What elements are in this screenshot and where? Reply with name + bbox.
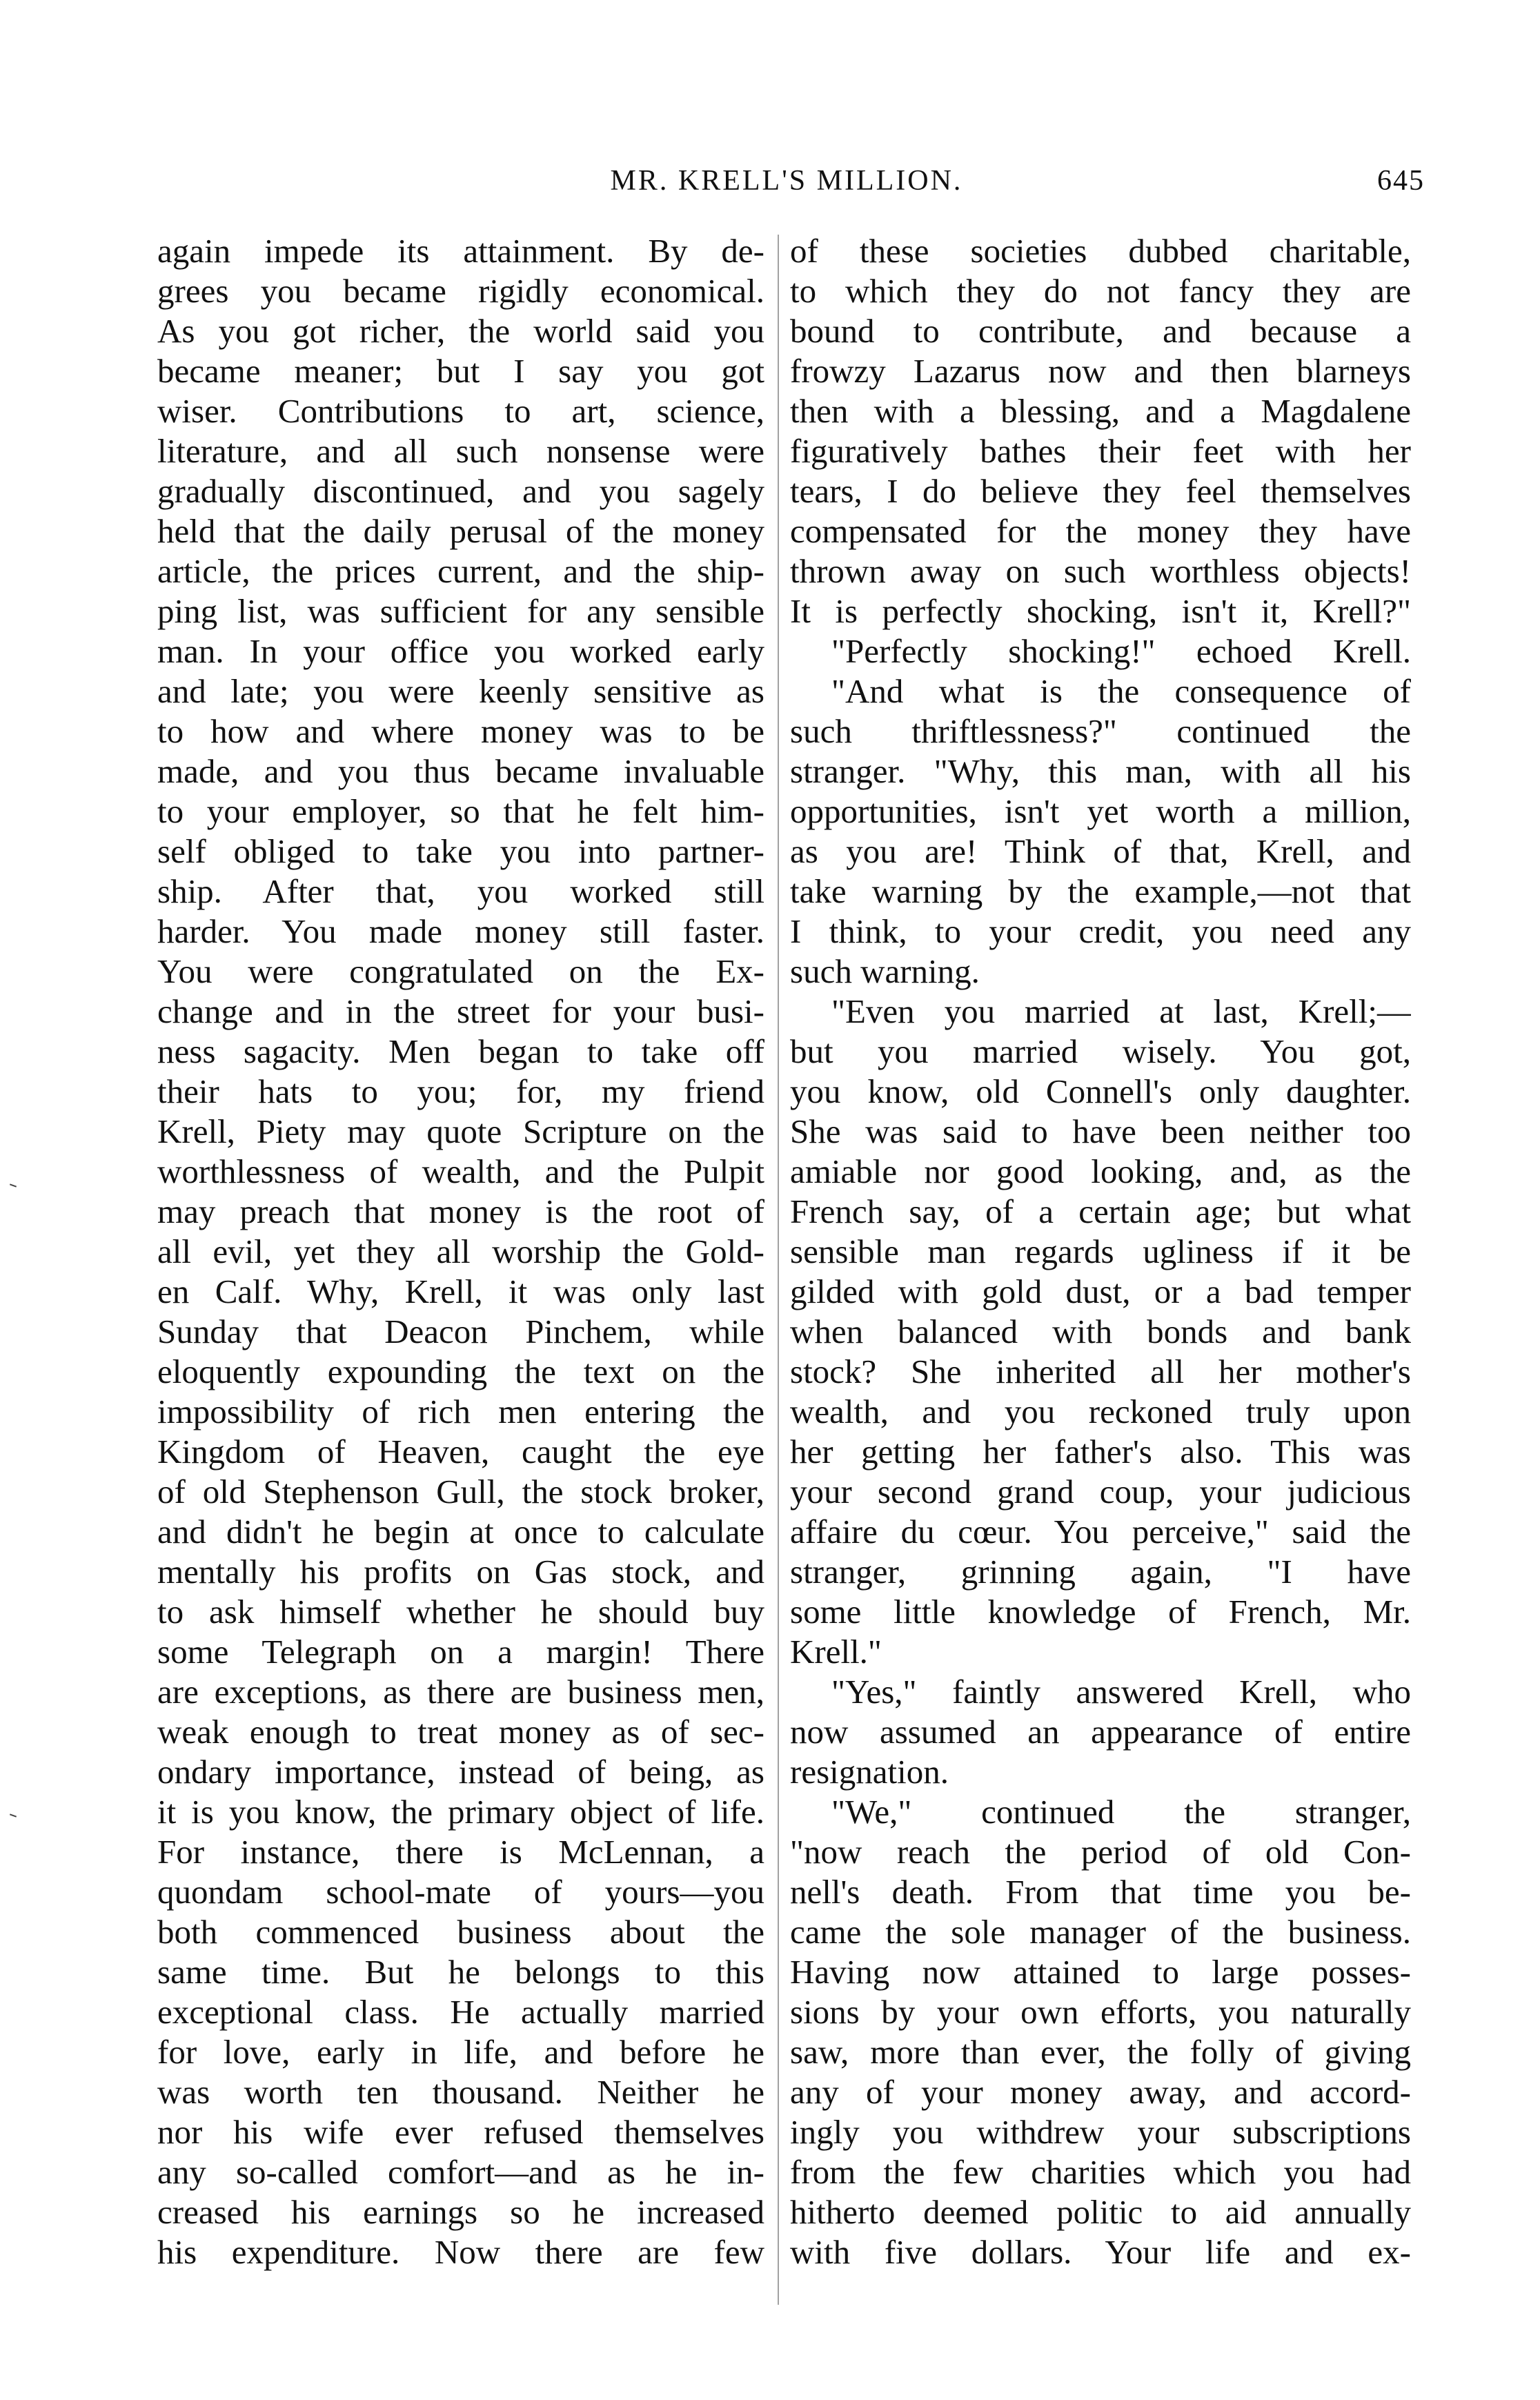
text-line: compensated for the money they have [790, 512, 1411, 550]
text-line: now assumed an appearance of entire [790, 1713, 1411, 1751]
text-line: You were congratulated on the Ex- [157, 952, 764, 990]
text-line: wiser. Contributions to art, science, [157, 392, 764, 430]
text-line: to how and where money was to be [157, 712, 764, 750]
text-line: en Calf. Why, Krell, it was only last [157, 1272, 764, 1310]
text-line: "Even you married at last, Krell;— [831, 992, 1411, 1030]
text-line: but you married wisely. You got, [790, 1032, 1411, 1070]
text-line: exceptional class. He actually married [157, 1993, 764, 2031]
text-line: affaire du cœur. You perceive," said the [790, 1513, 1411, 1551]
text-line: mentally his profits on Gas stock, and [157, 1553, 764, 1591]
text-line: was worth ten thousand. Neither he [157, 2073, 764, 2111]
text-line: stranger. "Why, this man, with all his [790, 752, 1411, 790]
text-line: some Telegraph on a margin! There [157, 1633, 764, 1671]
text-line: stock? She inherited all her mother's [790, 1353, 1411, 1390]
text-line: "Yes," faintly answered Krell, who [831, 1673, 1411, 1711]
text-line: then with a blessing, and a Magdalene [790, 392, 1411, 430]
text-line: "Perfectly shocking!" echoed Krell. [831, 632, 1411, 670]
text-line: "now reach the period of old Con- [790, 1833, 1411, 1871]
text-line: literature, and all such nonsense were [157, 432, 764, 470]
text-line: worthlessness of wealth, and the Pulpit [157, 1152, 764, 1190]
text-line: Kingdom of Heaven, caught the eye [157, 1433, 764, 1471]
text-line: and didn't he begin at once to calculate [157, 1513, 764, 1551]
text-line: your second grand coup, your judicious [790, 1473, 1411, 1511]
text-line: ondary importance, instead of being, as [157, 1753, 764, 1791]
text-line: same time. But he belongs to this [157, 1953, 764, 1991]
text-line: made, and you thus became invaluable [157, 752, 764, 790]
text-line: his expenditure. Now there are few [157, 2233, 764, 2271]
page-number: 645 [1377, 165, 1425, 197]
text-line: ping list, was sufficient for any sensible [157, 592, 764, 630]
text-line: held that the daily perusal of the money [157, 512, 764, 550]
right-column [790, 231, 1411, 2272]
text-line: self obliged to take you into partner- [157, 832, 764, 870]
text-line: any so-called comfort—and as he in- [157, 2153, 764, 2191]
text-line: and late; you were keenly sensitive as [157, 672, 764, 710]
margin-mark [10, 1813, 17, 1817]
text-line: thrown away on such worthless objects! [790, 552, 1411, 590]
text-line: when balanced with bonds and bank [790, 1312, 1411, 1350]
text-line: ness sagacity. Men began to take off [157, 1032, 764, 1070]
text-line: impossibility of rich men entering the [157, 1393, 764, 1430]
text-line: harder. You made money still faster. [157, 912, 764, 950]
text-line: bound to contribute, and because a [790, 312, 1411, 350]
text-line: resignation. [790, 1753, 949, 1791]
text-line: as you are! Think of that, Krell, and [790, 832, 1411, 870]
text-line: any of your money away, and accord- [790, 2073, 1411, 2111]
column-divider [778, 235, 779, 2305]
text-line: ingly you withdrew your subscriptions [790, 2113, 1411, 2151]
text-line: Sunday that Deacon Pinchem, while [157, 1312, 764, 1350]
left-column [157, 231, 764, 2272]
text-line: article, the prices current, and the ship- [157, 552, 764, 590]
text-line: ship. After that, you worked still [157, 872, 764, 910]
text-line: stranger, grinning again, "I have [790, 1553, 1411, 1591]
text-line: both commenced business about the [157, 1913, 764, 1951]
text-line: "And what is the consequence of [831, 672, 1411, 710]
text-line: such thriftlessness?" continued the [790, 712, 1411, 750]
text-line: saw, more than ever, the folly of giving [790, 2033, 1411, 2071]
text-line: creased his earnings so he increased [157, 2193, 764, 2231]
text-line: such warning. [790, 952, 980, 990]
text-line: for love, early in life, and before he [157, 2033, 764, 2071]
text-line: hitherto deemed politic to aid annually [790, 2193, 1411, 2231]
text-line: from the few charities which you had [790, 2153, 1411, 2191]
text-line: their hats to you; for, my friend [157, 1072, 764, 1110]
text-line: gilded with gold dust, or a bad temper [790, 1272, 1411, 1310]
text-line: may preach that money is the root of [157, 1192, 764, 1230]
text-line: nor his wife ever refused themselves [157, 2113, 764, 2151]
text-line: frowzy Lazarus now and then blarneys [790, 352, 1411, 390]
margin-mark [10, 1183, 17, 1187]
text-line: figuratively bathes their feet with her [790, 432, 1411, 470]
text-line: some little knowledge of French, Mr. [790, 1593, 1411, 1631]
text-line: For instance, there is McLennan, a [157, 1833, 764, 1871]
text-line: amiable nor good looking, and, as the [790, 1152, 1411, 1190]
text-line: Krell." [790, 1633, 882, 1671]
text-line: wealth, and you reckoned truly upon [790, 1393, 1411, 1430]
text-line: opportunities, isn't yet worth a million, [790, 792, 1411, 830]
text-line: weak enough to treat money as of sec- [157, 1713, 764, 1751]
text-line: I think, to your credit, you need any [790, 912, 1411, 950]
text-line: became meaner; but I say you got [157, 352, 764, 390]
text-line: gradually discontinued, and you sagely [157, 472, 764, 510]
text-line: Having now attained to large posses- [790, 1953, 1411, 1991]
running-head [148, 164, 1425, 206]
text-line: sensible man regards ugliness if it be [790, 1232, 1411, 1270]
text-line: to ask himself whether he should buy [157, 1593, 764, 1631]
text-line: nell's death. From that time you be- [790, 1873, 1411, 1911]
text-line: with five dollars. Your life and ex- [790, 2233, 1411, 2271]
text-line: quondam school-mate of yours—you [157, 1873, 764, 1911]
text-line: French say, of a certain age; but what [790, 1192, 1411, 1230]
text-line: Krell, Piety may quote Scripture on the [157, 1112, 764, 1150]
text-line: it is you know, the primary object of life. [157, 1793, 764, 1831]
text-line: As you got richer, the world said you [157, 312, 764, 350]
text-line: grees you became rigidly economical. [157, 272, 764, 310]
text-line: came the sole manager of the business. [790, 1913, 1411, 1951]
text-line: of these societies dubbed charitable, [790, 232, 1411, 270]
text-line: "We," continued the stranger, [831, 1793, 1411, 1831]
text-line: man. In your office you worked early [157, 632, 764, 670]
text-line: change and in the street for your busi- [157, 992, 764, 1030]
text-line: to which they do not fancy they are [790, 272, 1411, 310]
text-line: tears, I do believe they feel themselves [790, 472, 1411, 510]
text-line: take warning by the example,—not that [790, 872, 1411, 910]
text-line: again impede its attainment. By de- [157, 232, 764, 270]
text-line: to your employer, so that he felt him- [157, 792, 764, 830]
text-line: She was said to have been neither too [790, 1112, 1411, 1150]
text-line: are exceptions, as there are business men, [157, 1673, 764, 1711]
text-line: you know, old Connell's only daughter. [790, 1072, 1411, 1110]
running-title: MR. KRELL'S MILLION. [610, 165, 963, 197]
text-line: sions by your own efforts, you naturally [790, 1993, 1411, 2031]
text-line: eloquently expounding the text on the [157, 1353, 764, 1390]
text-line: her getting her father's also. This was [790, 1433, 1411, 1471]
text-line: of old Stephenson Gull, the stock broker, [157, 1473, 764, 1511]
text-line: all evil, yet they all worship the Gold- [157, 1232, 764, 1270]
text-line: It is perfectly shocking, isn't it, Krell?" [790, 592, 1411, 630]
